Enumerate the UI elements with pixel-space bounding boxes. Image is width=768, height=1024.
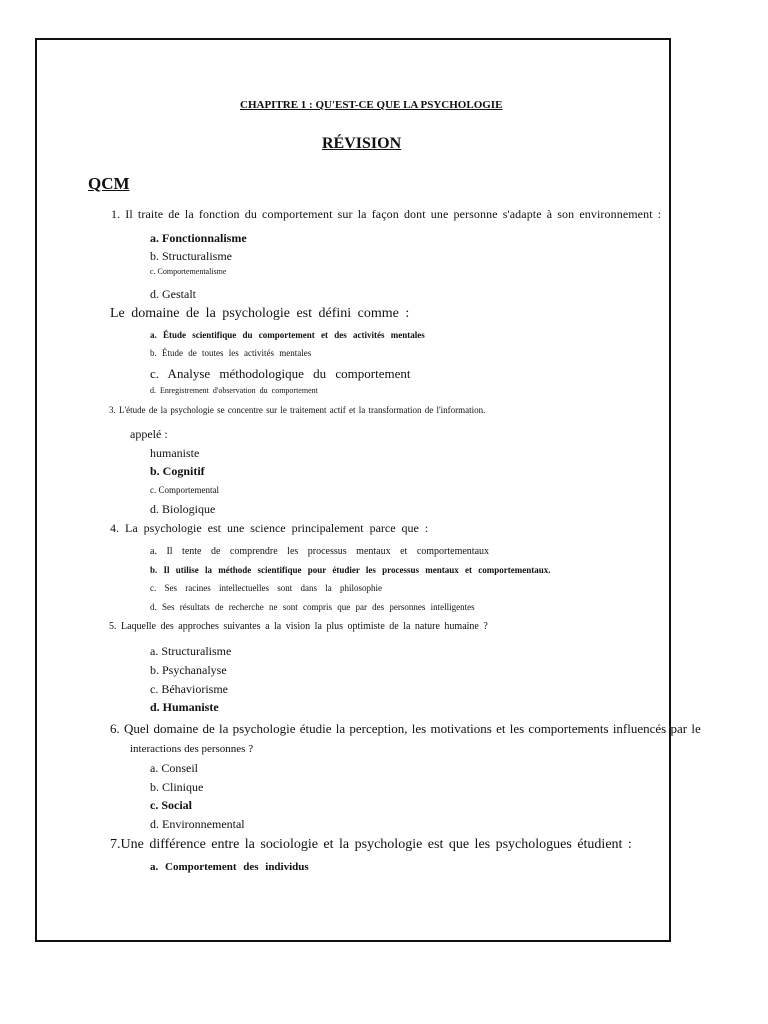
q1-option-c: c. Comportementalisme	[150, 267, 227, 276]
question-6-continued: interactions des personnes ?	[130, 743, 254, 755]
q2-option-a: a. Étude scientifique du comportement et des activités mentales	[150, 330, 425, 340]
revision-heading: RÉVISION	[322, 135, 402, 152]
q6-option-b: b. Clinique	[150, 780, 204, 794]
q3-option-d: d. Biologique	[150, 502, 216, 516]
q2-option-d: d. Enregistrement d'observation du comportement	[150, 386, 318, 395]
q4-option-b: b. Il utilise la méthode scientifique pour étudier les processus mentaux et comportementaux.	[150, 565, 551, 575]
question-5: 5. Laquelle des approches suivantes a la vision la plus optimiste de la nature humaine ?	[109, 621, 488, 632]
chapter-title: CHAPITRE 1 : QU'EST-CE QUE LA PSYCHOLOGIE	[240, 99, 503, 111]
question-4: 4. La psychologie est une science principalement parce que :	[110, 521, 429, 535]
q4-option-a: a. Il tente de comprendre les processus mentaux et comportementaux	[150, 546, 490, 557]
question-3: 3. L'étude de la psychologie se concentre sur le traitement actif et la transformation de l'information.	[109, 405, 486, 415]
q7-option-a: a. Comportement des individus	[150, 861, 309, 873]
q3-option-b: b. Cognitif	[150, 464, 205, 478]
question-2: Le domaine de la psychologie est défini comme :	[110, 306, 410, 321]
q2-option-c: c. Analyse méthodologique du comportement	[150, 366, 411, 381]
question-1: 1. Il traite de la fonction du comportement sur la façon dont une personne s'adapte à son environnement :	[111, 207, 662, 221]
question-7: 7.Une différence entre la sociologie et la psychologie est que les psychologues étudient :	[110, 837, 632, 852]
q1-option-b: b. Structuralisme	[150, 249, 232, 263]
q6-option-d: d. Environnemental	[150, 817, 245, 831]
qcm-heading: QCM	[88, 174, 130, 193]
q3-option-a: humaniste	[150, 446, 200, 460]
document-page	[35, 38, 671, 942]
q5-option-c: c. Béhaviorisme	[150, 682, 228, 696]
q4-option-c: c. Ses racines intellectuelles sont dans la philosophie	[150, 583, 382, 593]
q1-option-a: a. Fonctionnalisme	[150, 231, 247, 245]
q6-option-a: a. Conseil	[150, 761, 198, 775]
q5-option-b: b. Psychanalyse	[150, 663, 227, 677]
q2-option-b: b. Étude de toutes les activités mentales	[150, 348, 312, 358]
q6-option-c: c. Social	[150, 798, 192, 812]
q1-option-d: d. Gestalt	[150, 287, 196, 301]
question-6: 6. Quel domaine de la psychologie étudie la perception, les motivations et les comportements influencés par le	[110, 721, 701, 736]
q5-option-a: a. Structuralisme	[150, 644, 232, 658]
q4-option-d: d. Ses résultats de recherche ne sont compris que par des personnes intelligentes	[150, 602, 475, 612]
q3-option-c: c. Comportemental	[150, 485, 219, 495]
question-3-continued: appelé :	[130, 427, 168, 441]
q5-option-d: d. Humaniste	[150, 700, 219, 714]
